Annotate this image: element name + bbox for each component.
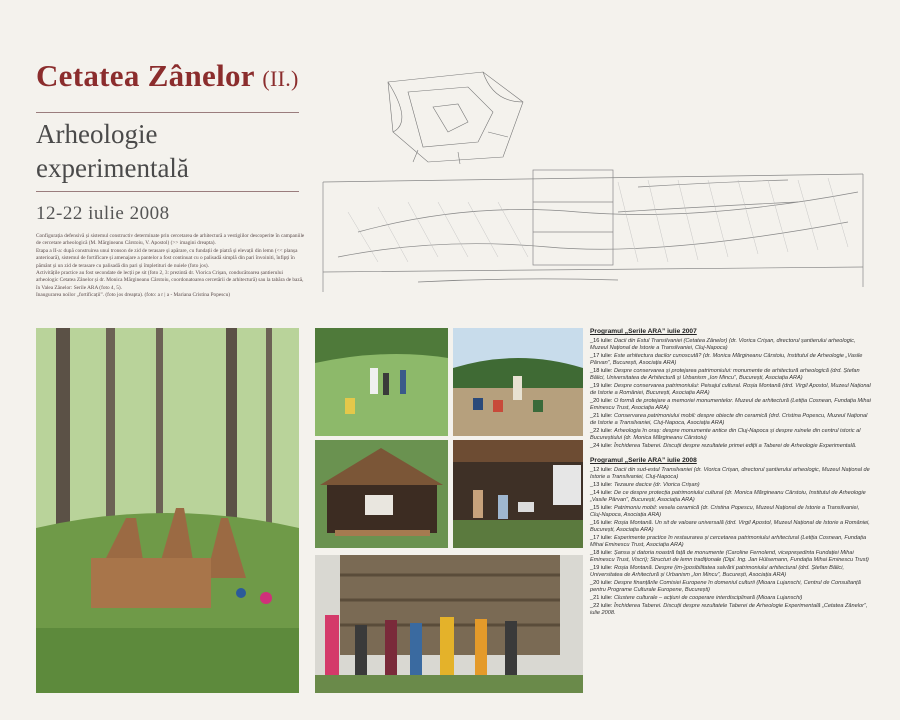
program-section xyxy=(590,328,872,624)
poster-subtitle xyxy=(36,117,189,185)
site-lecture-photo-1 xyxy=(315,328,448,436)
program-item: _18 iulie: Șansa și datoria noastră față de monumente (Caroline Fernolend, vicepreședinta Fundației Mihai Eminescu Trust, Viscri); Structuri de lemn tradiționale (Dipl. Ing. Jan Hülsemann, Fundația Mihai Eminescu Trust) xyxy=(590,550,869,563)
site-plan-sketch xyxy=(388,72,523,164)
program-item: _21 iulie: Conservarea patrimoniului mobil: despre obiecte din ceramică (drd. Cristina Popescu, Muzeul Național de Istorie a Transilvaniei, Cluj-Napoca, Asociația ARA) xyxy=(590,413,868,426)
intro-paragraph: Etapa a II-a: după construirea unui tronson de zid de terasare și apărare, cu fundații de piatră și elevații din lemn (<< planșa anterioară), sistemul de fortificare și amenajare a pantelor a fost continuat cu o palisadă simplă din pari învoiniti, înfipți în pământ și un zid de terasare cu palisadă din pari și împletituri de nuiele (foto jos). xyxy=(36,247,298,269)
program-item: _19 iulie: Despre conservarea patrimoniului: Peisajul cultural. Roșia Montană (drd. Virgil Apostol, Muzeul Național de Istorie a României, București, Asociația ARA) xyxy=(590,383,871,396)
event-dates: 12-22 iulie 2008 xyxy=(36,203,170,224)
intro-paragraph: Inaugurarea noilor „fortificații”. (foto jos dreapta). (foto: a r | a - Mariana Cristina Popescu) xyxy=(36,292,231,299)
architectural-drawing xyxy=(318,62,866,320)
program-item: _15 iulie: Patrimoniu mobil: vesela ceramică (dr. Cristina Popescu, Muzeul Național de Istorie a Transilvaniei, Cluj-Napoca, Asociația ARA) xyxy=(590,505,860,518)
program-item: _12 iulie: Dacii din sud-estul Transilvaniei (dr. Viorica Crișan, directorul șantierului arheologic, Muzeul Național de Istorie a Transilvaniei, Cluj-Napoca) xyxy=(590,467,870,480)
subtitle-line-2: experimentală xyxy=(36,153,189,183)
program-item: _16 iulie: Dacii din Estul Transilvaniei (Cetatea Zânelor) (dr. Viorica Crișan, directorul șantierului arheologic, Muzeul Național de Istorie a Transilvaniei, Cluj-Napoca) xyxy=(590,338,856,351)
program-item: _14 iulie: De ce despre protecția patrimoniului cultural (dr. Monica Mărgineanu Cârstoiu, Institutul de Arheologie „Vasile Pârvan”, București, Asociația ARA) xyxy=(590,490,866,503)
program-item: _22 iulie: Arheologia în oraș: despre monumente antice din Cluj-Napoca și despre ruinele din centrul istoric al Bucureștiului (dr. Monica Mărgineanu Cârstoiu) xyxy=(590,428,861,441)
program-item: _20 iulie: O formă de protejare a memoriei monumentelor. Muzeul de arhitectură (Letiția Cosnean, Fundația Mihai Eminescu Trust, Asociația ARA) xyxy=(590,398,871,411)
program-item: _13 iulie: Tezaure dacice (dr. Viorica Crișan) xyxy=(590,482,700,488)
program-item: _22 iulie: Închiderea Taberei. Discuții despre rezultatele Taberei de Arheologie Experimentală „Cetatea Zânelor”, iulie 2008. xyxy=(590,603,868,616)
program-item: _20 iulie: Despre finanțările Comisiei Europene în domeniul culturii (Mioara Lujanschi, Centrul de Consultanță pentru Programe Culturale Europene, București) xyxy=(590,580,861,593)
program-item: _17 iulie: Experimente practice în restaurarea și cercetarea patrimoniului arhitectural (Letiția Cosnean, Fundația Mihai Eminescu Trust, Asociația ARA) xyxy=(590,535,867,548)
program-item: _18 iulie: Despre conservarea și protejarea patrimoniului: monumente de arhitectură arheologică (drd. Ștefan Bâlici, Universitatea de Arhitectură și Urbanism „Ion Mincu”, București, Asociația ARA) xyxy=(590,368,860,381)
drawing-svg xyxy=(318,62,866,320)
subtitle-line-1: Arheologie xyxy=(36,119,158,149)
program-item: _19 iulie: Roșia Montană. Despre (im-)posibilitatea salvării patrimoniului arhitectural (drd. Ștefan Bâlici, Universitatea de Arhitectură și Urbanism „Ion Mincu”, București, Asociația ARA) xyxy=(590,565,845,578)
program-item: _17 iulie: Este arhitectura dacilor cunoscută? (dr. Monica Mărgineanu Cârstoiu, Institutul de Arheologie „Vasile Pârvan”, București, Asociația ARA) xyxy=(590,353,863,366)
subtitle-divider xyxy=(36,191,299,192)
intro-text xyxy=(36,233,306,300)
program-2007-title: Programul „Serile ARA” iulie 2007 xyxy=(590,328,697,335)
forest-palisade-photo xyxy=(36,328,299,693)
program-2008-title: Programul „Serile ARA” iulie 2008 xyxy=(590,457,697,464)
poster-title: Cetatea Zânelor (II.) xyxy=(36,58,299,93)
intro-paragraph: Activitățile practice au fost secondate de lecții pe sit (foto 2, 3: prezintă dr. Viorica Crișan, conducătoarea șantierului arheologic Cetatea Zânelor și dr. Monica Mărgineanu Cârstoiu, coordonatoarea cercetării de arhitectură) sau la tabăra de bază, în Valea Zânelor: Serile ARA (foto 4, 5). xyxy=(36,270,304,291)
evening-shelter-photo xyxy=(315,440,448,548)
title-part: (II.) xyxy=(262,66,299,91)
title-divider xyxy=(36,112,299,113)
program-item: _16 iulie: Roșia Montană. Un sit de valoare universală (drd. Virgil Apostol, Muzeul Național de Istorie a României, București, Asociația ARA) xyxy=(590,520,870,533)
program-2007-list xyxy=(590,338,872,450)
site-lecture-photo-2 xyxy=(453,328,583,436)
intro-paragraph: Configurația defensivă și sistemul constructiv determinate prin cercetarea de arhitectură a vestigiilor descoperite în campaniile de cercetare arheologică (M. Mărgineanu Cârstoiu, V. Apostol) (>> imagini dreapta). xyxy=(36,233,305,247)
program-item: _21 iulie: Clustere culturale – acțiuni de cooperare interdisciplinară (Mioara Lujanschi) xyxy=(590,595,803,601)
program-2008-list xyxy=(590,467,872,617)
group-fortification-photo xyxy=(315,555,583,693)
program-item: _24 iulie: Închiderea Taberei. Discuții despre rezultatele primei ediții a Taberei de Arheologie Experimentală. xyxy=(590,443,857,449)
evening-lecture-photo xyxy=(453,440,583,548)
